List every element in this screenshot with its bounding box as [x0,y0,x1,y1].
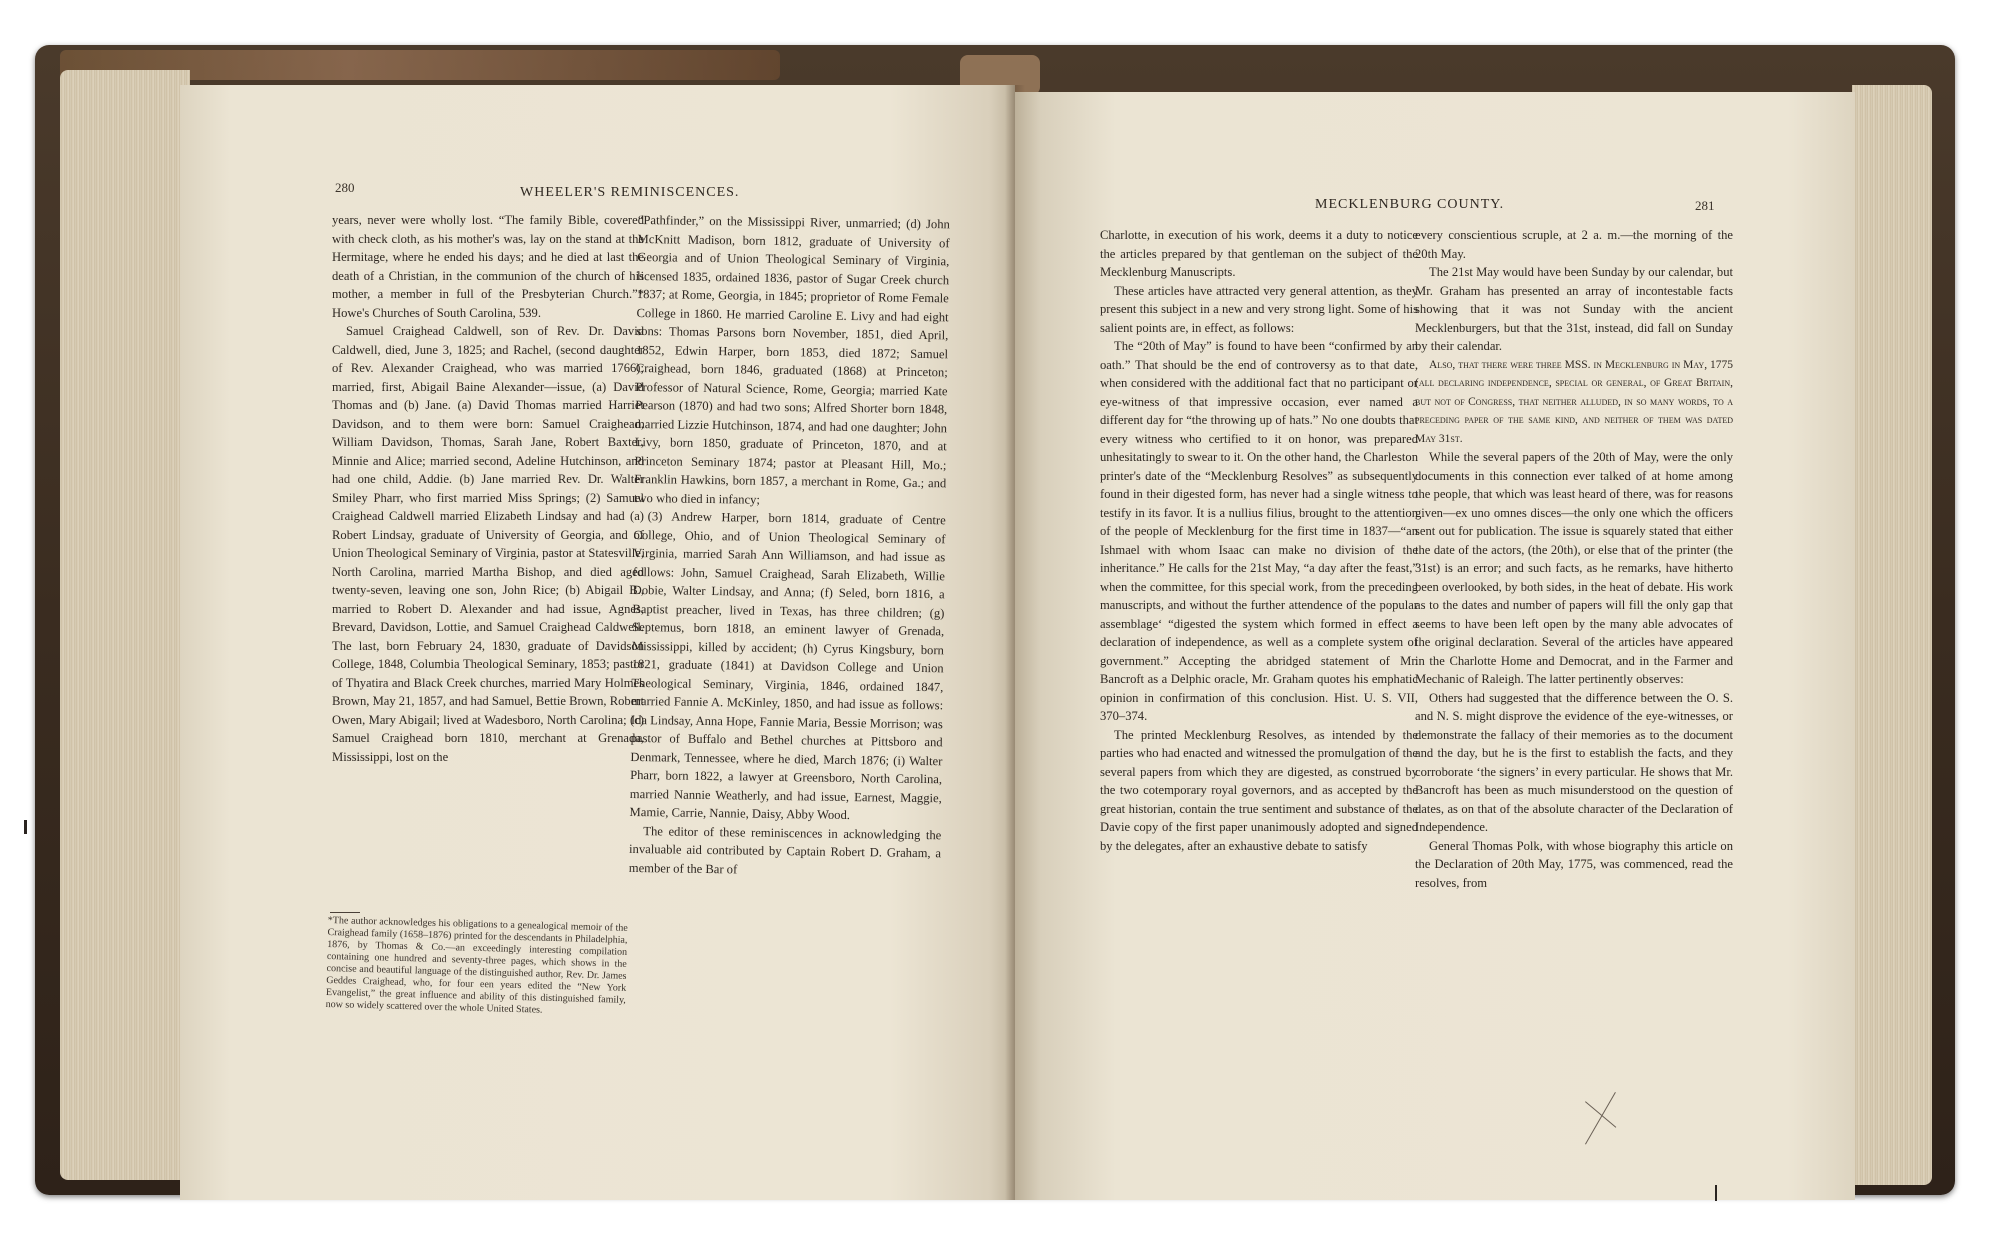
pencil-mark [1585,1101,1616,1127]
margin-mark [24,820,27,834]
footnote: *The author acknowledges his obligations to a genealogical memoir of the Craighead family (1658–1876) printed for the descendants in Philadelphia, 1876, by Thomas & Co.—an exceedingly interesting compilation containing one hundred and seventy-three pages, which shows in the concise and beautiful language of the distinguished author, Rev. Dr. James Geddes Craighead, who, for four een years edited the “New York Evangelist,” the great influence and ability of this distinguished family, now so widely scattered over the whole United States. [325,915,628,1016]
running-head: WHEELER'S REMINISCENCES. [520,185,740,200]
paragraph: years, never were wholly lost. “The family Bible, covered with check cloth, as his mother's was, lay on the stand at the Hermitage, where he ended his days; and he died at last the death of a Christian, in the communion of the church of his mother, a member in full of the Presbyterian Church.”* Howe's Churches of South Carolina, 539. [332,213,644,320]
paragraph: Others had suggested that the difference between the O. S. and N. S. might disprove the evidence of the eye-witnesses, or demonstrate the fallacy of their memories as to the document and the day, but he is the first to establish the facts, and they corroborate ‘the signers’ in every particular. He shows that Mr. Bancroft has been as much misunderstood on the question of dates, as on that of the absolute character of the Declaration of Independence. [1415,690,1733,834]
paragraph: “Pathfinder,” on the Mississippi River, unmarried; (d) John McKnitt Madison, born 1812, graduate of University of Georgia and of Union Theological Seminary of Virginia, licensed 1835, ordained 1836, pastor of Sugar Creek church 1837; at Rome, Georgia, in 1845; proprietor of Rome Female College in 1860. He married Caroline E. Livy and had eight sons: Thomas Parsons born November, 1851, died April, 1852, Edwin Harper, born 1853, died 1872; Samuel Craighead, born 1846, graduated (1868) at Princeton; Professor of Natural Science, Rome, Georgia; married Kate Pearson (1870) and had two sons; Alfred Shorter born 1848, married Lizzie Hutchinson, 1874, and had one daughter; John Livy, born 1850, graduate of Princeton, 1870, and at Princeton Seminary 1874; pastor at Pleasant Hill, Mo.; Franklin Hawkins, born 1857, a merchant in Rome, Ga.; and two who died in infancy; [633,212,950,507]
text-column-2 [1415,226,1733,892]
paragraph: The “20th of May” is found to have been “confirmed by an oath.” That should be the end of controversy as to that date, when considered with the additional fact that no participant or eye-witness of that impressive occasion, ever named a different day for “the throwing up of hats.” No one doubts that every witness who certified to it on honor, was prepared unhesitatingly to swear to it. On the other hand, the Charleston printer's date of the “Mecklenburg Resolves” as subsequently found in their digested form, has never had a single witness to testify in its favor. It is a nullius filius, brought to the attention of the people of Mecklenburg for the first time in 1837—“an Ishmael with whom Isaac can make no division of the inheritance.” He calls for the 21st May, “a day after the feast,” when the committee, for this special work, from the preceding manuscripts, and without the further attendence of the popular assemblage‘ “digested the system which formed in effect a declaration of independence, as well as a complete system of government.” Accepting the abridged statement of Mr. Bancroft as a Delphic oracle, Mr. Graham quotes his emphatic opinion in confirmation of this conclusion. Hist. U. S. VII, 370–374. [1100,339,1418,723]
paragraph: Charlotte, in execution of his work, deems it a duty to notice the articles prepared by that gentleman on the subject of the Mecklenburg Manuscripts. [1100,228,1418,279]
right-page [1015,92,1855,1200]
running-head: MECKLENBURG COUNTY. [1315,197,1505,212]
paragraph: These articles have attracted very general attention, as they present this subject in a new and very strong light. Some of his salient points are, in effect, as follows: [1100,283,1418,335]
paragraph: The editor of these reminiscences in acknowledging the invaluable aid contributed by Captain Robert D. Graham, a member of the Bar of [628,823,942,876]
paragraph: The 21st May would have been Sunday by our calendar, but Mr. Graham has presented an array of incontestable facts showing that it was not Sunday with the ancient Mecklenburgers, but that the 31st, instead, did fall on Sunday by their calendar. [1415,265,1733,353]
page-number: 280 [335,180,355,195]
page-edges-right [1852,85,1932,1185]
paragraph: (3) Andrew Harper, born 1814, graduate of Centre College, Ohio, and of Union Theological Seminary of Virginia, married Sarah Ann Williamson, and had issue as follows: John, Samuel Craighead, Sarah Elizabeth, Willie Dobie, Walter Lindsay, and Anna; (f) Seled, born 1816, a Baptist preacher, lived in Texas, has three children; (g) Septemus, born 1818, an eminent lawyer of Grenada, Mississippi, killed by accident; (h) Cyrus Kingsbury, born 1821, graduate (1841) at Davidson College and Union Theological Seminary, Virginia, 1846, ordained 1847, married Fannie A. McKinley, 1850, and had issue as follows: Ida Lindsay, Anna Hope, Fannie Maria, Bessie Morrison; was pastor of Buffalo and Bethel churches at Pittsboro and Denmark, Tennessee, where he died, March 1876; (i) Walter Pharr, born 1822, a lawyer at Greensboro, North Carolina, married Nannie Weatherly, and had issue, Earnest, Maggie, Mamie, Carrie, Nannie, Daisy, Abby Wood. [629,509,946,823]
page-edges-left [60,70,190,1180]
pencil-mark [1585,1092,1616,1144]
left-page [180,85,1015,1200]
paragraph: While the several papers of the 20th of May, were the only documents in this connection ever talked of at home among the people, that which was least heard of there, was for reasons given—ex uno omnes disces—the only one which the officers sent out for publication. The issue is squarely stated that either the date of the actors, (the 20th), or else that of the printer (the 31st) is an error; and such facts, as he remarks, have hitherto been overlooked, by both sides, in the heat of debate. His work as to the dates and number of papers will fill the only gap that seems to have been left open by the many able advocates of the original declaration. Several of the articles have appeared in the Charlotte Home and Democrat, and in the Farmer and Mechanic of Raleigh. The latter pertinently observes: [1415,450,1733,686]
paragraph: General Thomas Polk, with whose biography this article on the Declaration of 20th May, 1775, was commenced, read the resolves, from [1415,838,1733,890]
text-column-2 [629,211,950,881]
footnote-rule [330,912,360,913]
ink-mark [1715,1185,1717,1201]
paragraph: Samuel Craighead Caldwell, son of Rev. Dr. David Caldwell, died, June 3, 1825; and Rachel, (second daughter of Rev. Alexander Craighead, who was married 1766); married, first, Abigail Baine Alexander—issue, (a) David Thomas and (b) Jane. (a) David Thomas married Harriet Davidson, and to them were born: Samuel Craighead, William Davidson, Thomas, Sarah Jane, Robert Baxter, Minnie and Alice; married second, Adeline Hutchinson, and had one child, Addie. (b) Jane married Rev. Dr. Walter Smiley Pharr, who first married Miss Springs; (2) Samuel Craighead Caldwell married Elizabeth Lindsay and had (a) Robert Lindsay, graduate of University of Georgia, and of Union Theological Seminary of Virginia, pastor at Statesville, North Carolina, married Martha Bishop, and died aged twenty-seven, leaving one son, John Rice; (b) Abigail B., married to Robert D. Alexander and had issue, Agnes, Brevard, Davidson, Lottie, and Samuel Craighead Caldwell. The last, born February 24, 1830, graduate of Davidson College, 1848, Columbia Theological Seminary, 1853; pastor of Thyatira and Black Creek churches, married Mary Holmes Brown, May 21, 1857, and had Samuel, Bettie Brown, Robert Owen, Mary Abigail; lived at Wadesboro, North Carolina; (c) Samuel Craighead born 1810, merchant at Grenada, Mississippi, lost on the [332,324,645,764]
page-number: 281 [1695,198,1715,213]
paragraph: every conscientious scruple, at 2 a. m.—the morning of the 20th May. [1415,228,1733,261]
text-column-1 [332,211,644,766]
paragraph: The printed Mecklenburg Resolves, as intended by the parties who had enacted and witnessed the promulgation of the several papers from which they are digested, as construed by the two cotemporary royal governors, and as accepted by the great historian, contain the true sentiment and substance of the Davie copy of the first paper unanimously adopted and signed by the delegates, after an exhaustive debate to satisfy [1100,727,1418,853]
text-column-1 [1100,226,1418,855]
paragraph-small-caps: Also, that there were three MSS. in Mecklenburg in May, 1775 (all declaring independence, special or general, of Great Britain, but not of Congress, that neither alluded, in so many words, to a preceding paper of the same kind, and neither of them was dated May 31st. [1415,358,1733,445]
